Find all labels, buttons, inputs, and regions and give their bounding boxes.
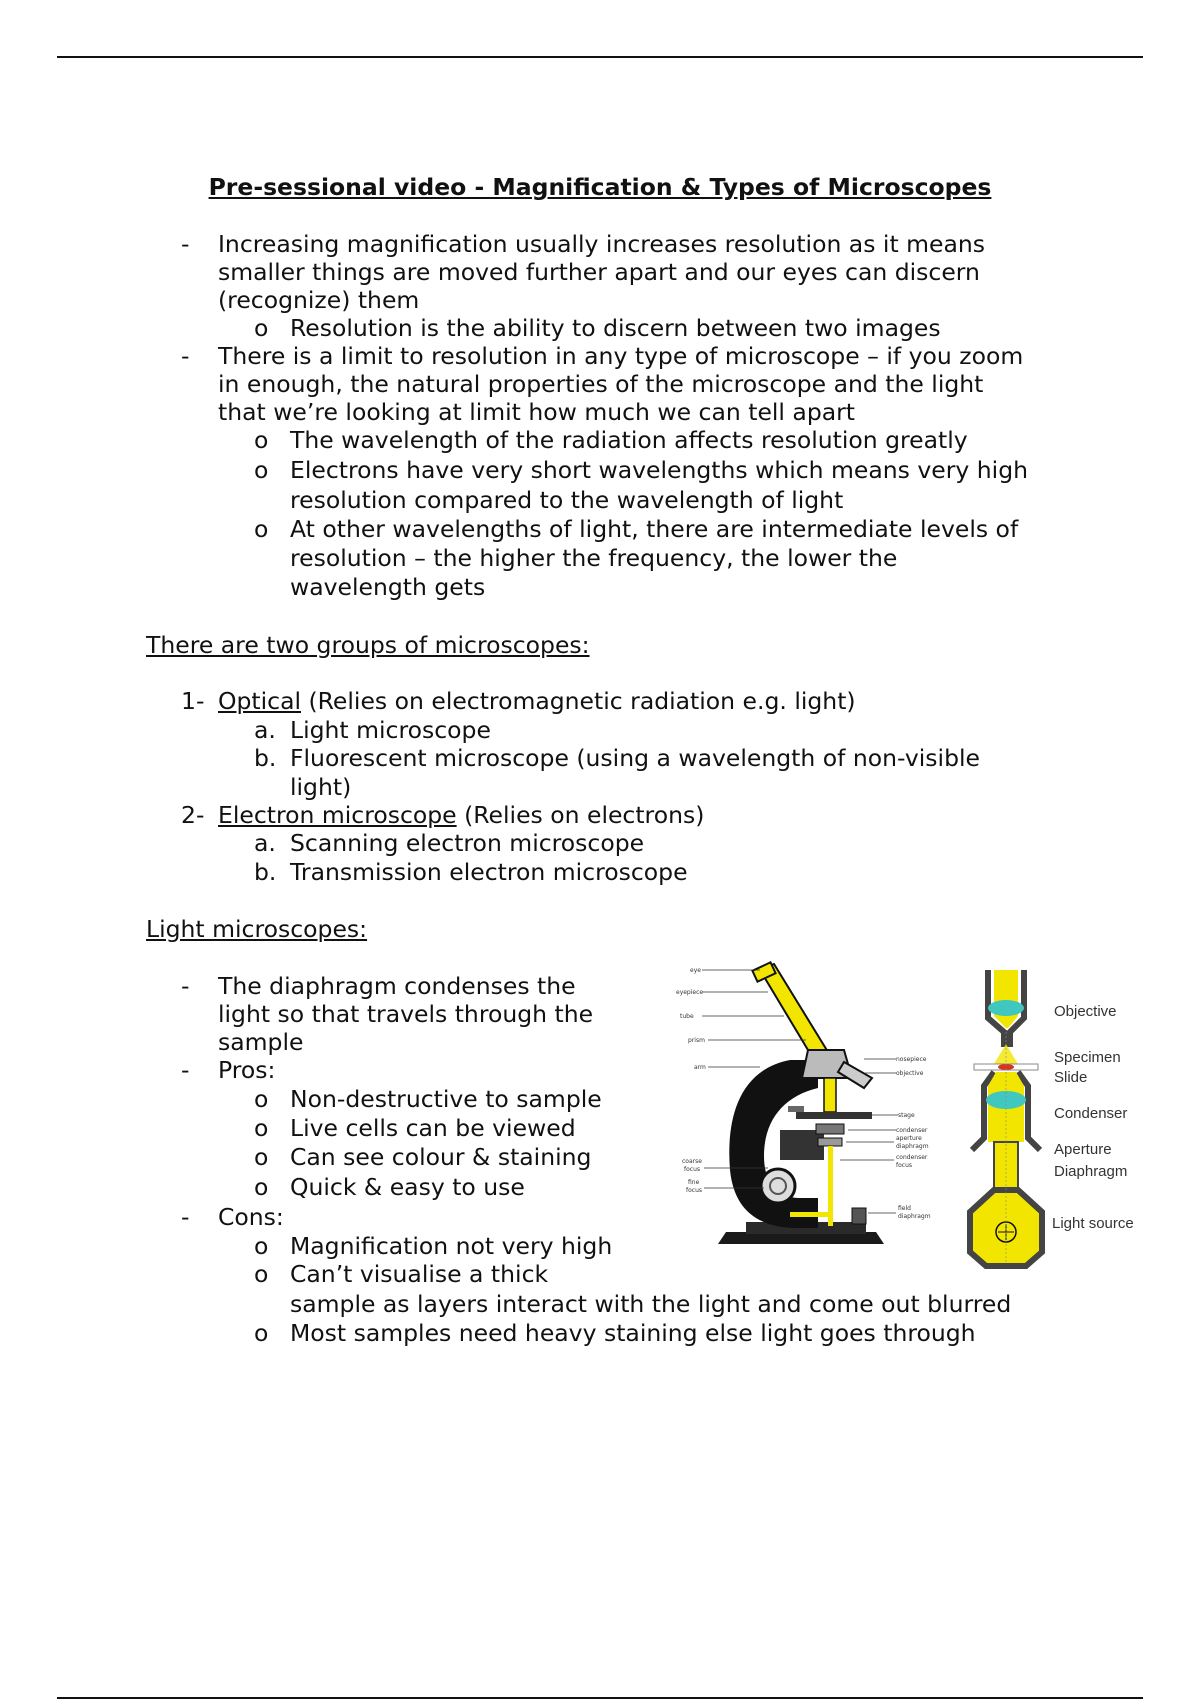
light-heading: Light microscopes: bbox=[146, 915, 368, 943]
intro-p2-line: There is a limit to resolution in any type of microscope – if you zoom bbox=[218, 342, 1024, 370]
group-2-b: Transmission electron microscope bbox=[290, 858, 688, 886]
dash-marker: - bbox=[181, 230, 190, 258]
fig-label-prism: prism bbox=[688, 1037, 705, 1044]
dash-marker: - bbox=[181, 1056, 190, 1084]
cons-item: Magnification not very high bbox=[290, 1232, 613, 1260]
fig-label-aperture: aperture bbox=[896, 1135, 922, 1142]
cons-item: sample as layers interact with the light and come out blurred bbox=[290, 1290, 1012, 1318]
fig-label-nosepiece: nosepiece bbox=[896, 1056, 927, 1063]
fig-label-fine: fine bbox=[688, 1179, 700, 1186]
group-1-desc: (Relies on electromagnetic radiation e.g. light) bbox=[301, 687, 856, 715]
fig-label-coarse: coarse bbox=[682, 1158, 702, 1165]
cons-label: Cons: bbox=[218, 1203, 284, 1231]
pros-label: Pros: bbox=[218, 1056, 276, 1084]
bullet-marker: o bbox=[254, 314, 269, 342]
groups-heading: There are two groups of microscopes: bbox=[146, 631, 590, 659]
list-letter: a. bbox=[254, 716, 276, 744]
footer-rule bbox=[57, 1697, 1143, 1699]
pros-item: Can see colour & staining bbox=[290, 1143, 592, 1171]
intro-p2-sub: wavelength gets bbox=[290, 573, 486, 601]
list-letter: a. bbox=[254, 829, 276, 857]
group-2-a: Scanning electron microscope bbox=[290, 829, 645, 857]
fig-label-arm: arm bbox=[694, 1064, 706, 1071]
intro-p2-sub: resolution compared to the wavelength of light bbox=[290, 486, 844, 514]
header-rule bbox=[57, 56, 1143, 58]
fig-label-field-diaphragm: diaphragm bbox=[898, 1213, 931, 1220]
group-1-b: light) bbox=[290, 773, 352, 801]
path-label-diaphragm: Diaphragm bbox=[1054, 1163, 1128, 1180]
bullet-marker: o bbox=[254, 1143, 269, 1171]
bullet-marker: o bbox=[254, 1232, 269, 1260]
light-p1-line: light so that travels through the bbox=[218, 1000, 594, 1028]
intro-p2-line: that we’re looking at limit how much we can tell apart bbox=[218, 398, 856, 426]
pros-item: Live cells can be viewed bbox=[290, 1114, 576, 1142]
intro-p2-line: in enough, the natural properties of the microscope and the light bbox=[218, 370, 984, 398]
intro-p2-sub: Electrons have very short wavelengths which means very high bbox=[290, 456, 1029, 484]
fig-label-focus: focus bbox=[684, 1166, 701, 1173]
fig-label-eyepiece: eyepiece bbox=[676, 989, 704, 996]
bullet-marker: o bbox=[254, 1085, 269, 1113]
fig-label-eye: eye bbox=[690, 967, 701, 974]
fig-label-condenser: condenser bbox=[896, 1127, 928, 1134]
group-2-line bbox=[218, 801, 704, 829]
fig-label-field: field bbox=[898, 1205, 911, 1212]
pros-item: Non-destructive to sample bbox=[290, 1085, 602, 1113]
path-label-aperture: Aperture bbox=[1054, 1141, 1112, 1158]
bullet-marker: o bbox=[254, 1173, 269, 1201]
fig-label-condenser-focus-2: focus bbox=[896, 1162, 913, 1169]
fig-label-stage: stage bbox=[898, 1112, 915, 1119]
bullet-marker: o bbox=[254, 1319, 269, 1347]
fig-label-objective: objective bbox=[896, 1070, 924, 1077]
fig-label-fine-focus: focus bbox=[686, 1187, 703, 1194]
bullet-marker: o bbox=[254, 515, 269, 543]
intro-p1-sub: Resolution is the ability to discern between two images bbox=[290, 314, 941, 342]
bullet-marker: o bbox=[254, 456, 269, 484]
bullet-marker: o bbox=[254, 1260, 269, 1288]
list-letter: b. bbox=[254, 858, 277, 886]
dash-marker: - bbox=[181, 972, 190, 1000]
group-2-desc: (Relies on electrons) bbox=[456, 801, 705, 829]
page-title: Pre-sessional video - Magnification & Types of Microscopes bbox=[208, 173, 992, 201]
list-letter: b. bbox=[254, 744, 277, 772]
path-label-specimen: Specimen bbox=[1054, 1049, 1121, 1066]
intro-p1-line: Increasing magnification usually increases resolution as it means bbox=[218, 230, 986, 258]
pros-item: Quick & easy to use bbox=[290, 1173, 525, 1201]
dash-marker: - bbox=[181, 342, 190, 370]
intro-p2-sub: resolution – the higher the frequency, the lower the bbox=[290, 544, 898, 572]
bullet-marker: o bbox=[254, 1114, 269, 1142]
intro-p2-sub: At other wavelengths of light, there are intermediate levels of bbox=[290, 515, 1019, 543]
fig-label-diaphragm: diaphragm bbox=[896, 1143, 929, 1150]
microscope-figure bbox=[668, 960, 1168, 1282]
light-p1-line: The diaphragm condenses the bbox=[218, 972, 576, 1000]
group-1-b: Fluorescent microscope (using a wavelength of non-visible bbox=[290, 744, 980, 772]
cons-item: Most samples need heavy staining else light goes through bbox=[290, 1319, 976, 1347]
cons-item: Can’t visualise a thick bbox=[290, 1260, 549, 1288]
group-2-name: Electron microscope bbox=[218, 801, 457, 829]
intro-p2-sub: The wavelength of the radiation affects resolution greatly bbox=[290, 426, 968, 454]
intro-p1-line: smaller things are moved further apart and our eyes can discern bbox=[218, 258, 980, 286]
group-1-name: Optical bbox=[218, 687, 302, 715]
dash-marker: - bbox=[181, 1203, 190, 1231]
intro-p1-line: (recognize) them bbox=[218, 286, 420, 314]
path-label-slide: Slide bbox=[1054, 1069, 1088, 1086]
light-p1-line: sample bbox=[218, 1028, 304, 1056]
fig-label-tube: tube bbox=[680, 1013, 694, 1020]
path-label-condenser: Condenser bbox=[1054, 1105, 1128, 1122]
group-1-a: Light microscope bbox=[290, 716, 491, 744]
group-1-line bbox=[218, 687, 856, 715]
path-label-objective: Objective bbox=[1054, 1003, 1117, 1020]
group-number: 2- bbox=[181, 801, 205, 829]
path-label-light-source: Light source bbox=[1052, 1215, 1134, 1232]
group-number: 1- bbox=[181, 687, 205, 715]
fig-label-condenser-focus: condenser bbox=[896, 1154, 928, 1161]
bullet-marker: o bbox=[254, 426, 269, 454]
